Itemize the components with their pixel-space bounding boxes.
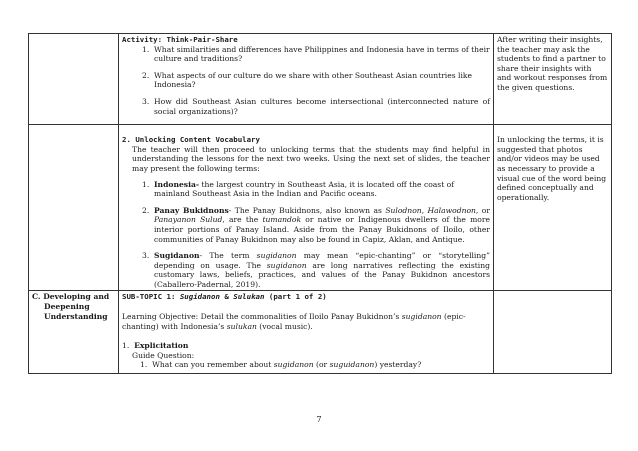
table-row <box>29 34 612 125</box>
activity-note: After writing their insights, the teacher may ask the students to find a partner to share their insights with and workout responses from the given questions. <box>497 35 608 92</box>
list-item: 3. How did Southeast Asian cultures become intersectional (interconnected nature of social organizations)? <box>142 96 490 116</box>
subtopic-heading: SUB-TOPIC 1: Sugidanon & Sulukan (part 1 of 2) <box>122 292 327 302</box>
label-cell <box>29 34 119 125</box>
guide-question: 1. What can you remember about sugidanon (or suguidanon) yesterday? <box>140 360 422 370</box>
notes-cell <box>494 125 612 291</box>
learning-objective: Learning Objective: Detail the commonalities of Iloilo Panay Bukidnon’s sugidanon (epic-chanting) with Indonesia’s sulukan (vocal music). <box>122 312 466 331</box>
unlocking-note: In unlocking the terms, it is suggested that photos and/or videos may be used as necessary to provide a visual cue of the word being defined conceptually and operationally. <box>497 135 607 202</box>
activity-questions <box>122 45 490 117</box>
content-cell <box>119 34 494 125</box>
lesson-plan-table <box>28 33 612 374</box>
list-item: 1. What similarities and differences have Philippines and Indonesia have in terms of their culture and traditions? <box>142 44 490 64</box>
list-item: 2. Panay Bukidnons- The Panay Bukidnons, also known as Sulodnon, Halawodnon, or Panayanon Sulud, are the tumandok or native or Indigenous dwellers of the more interior portions of Panay Island. Aside from the Panay Bukidnons of Iloilo, other communities of Panay Bukidnon may also be found in Capiz, Aklan, and Antique. <box>142 205 490 244</box>
unlocking-intro: The teacher will then proceed to unlocking terms that the students may find helpful in understanding the lessons for the next two weeks. Using the next set of slides, the teacher may present the following terms: <box>132 144 490 173</box>
explicitation-heading: 1. Explicitation <box>122 341 189 351</box>
section-label-cell <box>29 291 119 374</box>
unlocking-heading: 2. Unlocking Content Vocabulary <box>122 135 260 145</box>
list-item: 3. Sugidanon- The term sugidanon may mean “epic-chanting” or “storytelling” depending on usage. The sugidanon are long narratives reflecting the existing customary laws, beliefs, practices, and values of the Panay Bukidnon ancestors (Caballero-Padernal, 2019). <box>142 251 490 289</box>
notes-cell <box>494 34 612 125</box>
guide-question-label: Guide Question: <box>132 350 195 360</box>
terms-list <box>122 180 490 290</box>
page-number: 7 <box>316 415 322 424</box>
list-item: 2. What aspects of our culture do we share with other Southeast Asian countries like Indonesia? <box>142 70 472 90</box>
content-cell <box>119 125 494 291</box>
table-row <box>29 291 612 374</box>
activity-heading: Activity: Think-Pair-Share <box>122 35 238 44</box>
label-cell <box>29 125 119 291</box>
content-cell <box>119 291 494 374</box>
notes-cell <box>494 291 612 374</box>
list-item: 1. Indonesia- the largest country in Southeast Asia, it is located off the coast of mainland Southeast Asia in the Indian and Pacific oceans. <box>142 179 455 199</box>
section-label: C. Developing and Deepening Understanding <box>32 292 110 321</box>
table-row <box>29 125 612 291</box>
